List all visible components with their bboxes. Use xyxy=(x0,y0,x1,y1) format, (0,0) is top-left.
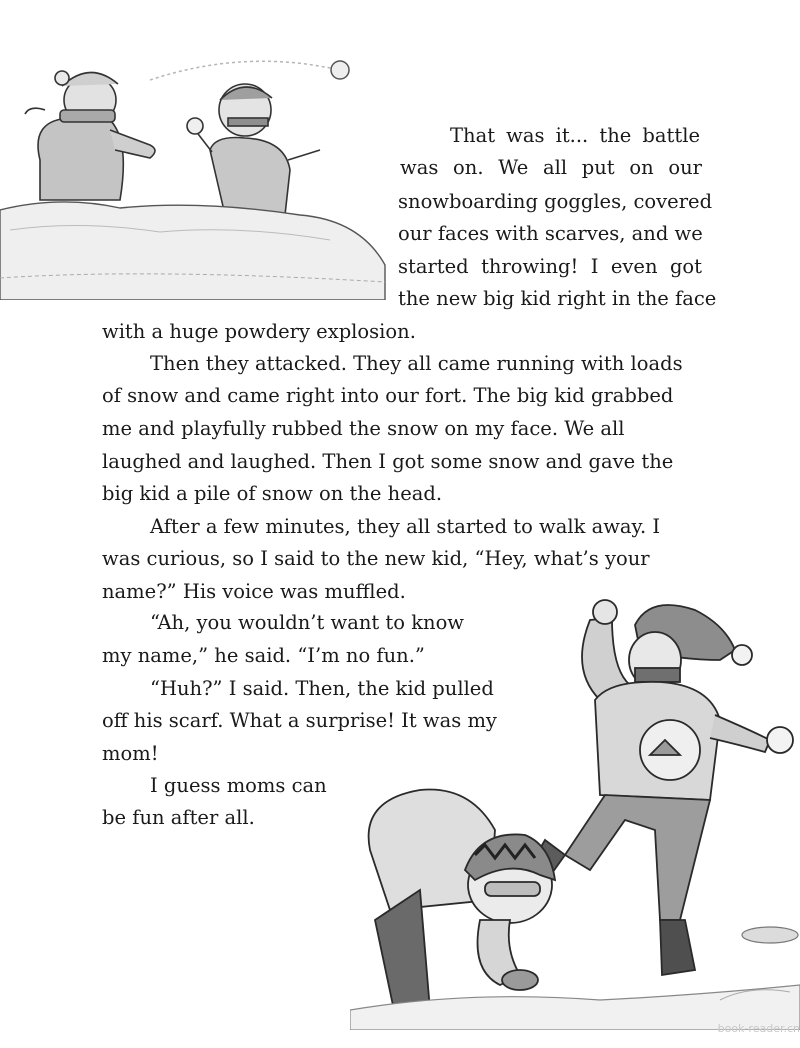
story-line: was on. We all put on our xyxy=(400,156,702,179)
watermark: book-reader.cn xyxy=(717,1022,800,1035)
story-line: “Huh?” I said. Then, the kid pulled xyxy=(150,677,494,700)
story-line: laughed and laughed. Then I got some snow and gave the xyxy=(102,450,674,473)
story-line: our faces with scarves, and we xyxy=(398,222,703,245)
story-line: name?” His voice was muffled. xyxy=(102,580,406,603)
story-line: That was it... the battle xyxy=(450,124,700,147)
story-line: the new big kid right in the face xyxy=(398,287,717,310)
story-line: “Ah, you wouldn’t want to know xyxy=(150,611,464,634)
snowball-fight-illustration-top xyxy=(0,50,390,300)
story-line: of snow and came right into our fort. The big kid grabbed xyxy=(102,384,674,407)
story-line: me and playfully rubbed the snow on my face. We all xyxy=(102,417,625,440)
story-line: I guess moms can xyxy=(150,774,327,797)
story-line: be fun after all. xyxy=(102,806,255,829)
story-line: off his scarf. What a surprise! It was my xyxy=(102,709,497,732)
story-line: my name,” he said. “I’m no fun.” xyxy=(102,644,425,667)
story-line: was curious, so I said to the new kid, “Hey, what’s your xyxy=(102,547,650,570)
story-line: big kid a pile of snow on the head. xyxy=(102,482,443,505)
story-line: started throwing! I even got xyxy=(398,255,702,278)
story-line: mom! xyxy=(102,742,159,765)
story-line: with a huge powdery explosion. xyxy=(102,320,416,343)
story-line: snowboarding goggles, covered xyxy=(398,190,713,213)
story-line: Then they attacked. They all came running with loads xyxy=(150,352,683,375)
story-line: After a few minutes, they all started to walk away. I xyxy=(150,515,661,538)
